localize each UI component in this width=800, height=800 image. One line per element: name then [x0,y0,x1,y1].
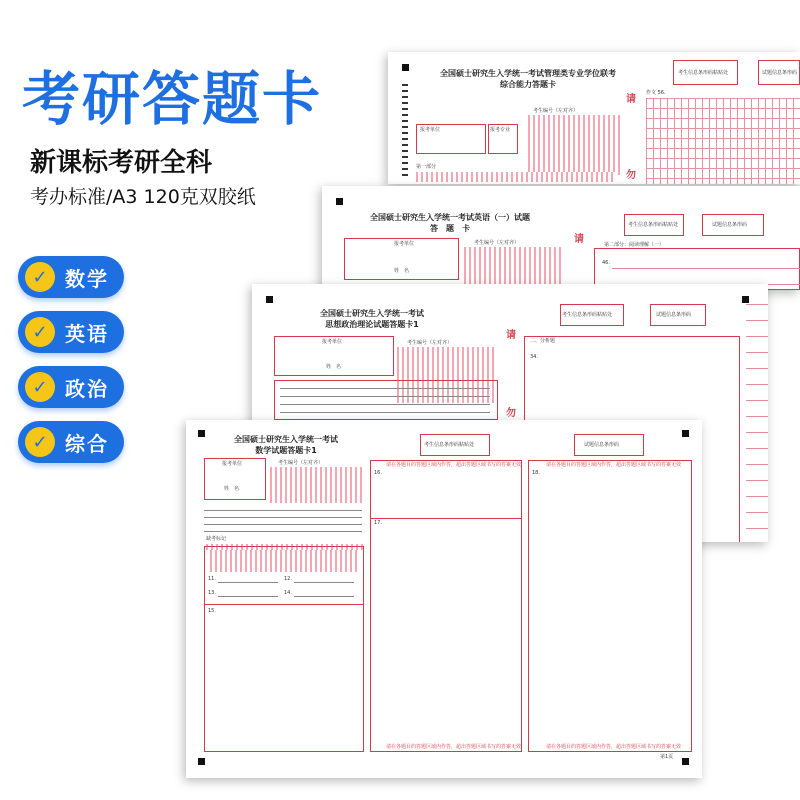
exam-no-label: 考生编号（左对齐） [407,340,453,346]
notice-line [280,396,490,397]
barcode-label: 试题信息条形码 [762,70,798,76]
notice-line [280,388,490,389]
section-divider [370,518,522,519]
exam-unit-label: 报考单位 [222,461,243,467]
red-char: 请 [506,330,516,341]
exam-no-bubbles [464,247,564,287]
page-tag: 第1页 [660,754,674,760]
subject-pill-comprehensive [18,421,124,463]
red-char: 请 [574,234,584,245]
answer-lines [746,304,768,542]
question-number: 14. [284,590,292,596]
registration-mark [336,198,343,205]
question-number: 46. [602,260,610,266]
red-char: 勿 [626,170,636,181]
answer-sheet-management [388,52,800,184]
notice-text: 请在各题目的答题区域内作答，超出答题区域书写的答案无效 [546,462,682,468]
check-icon: ✓ [25,427,55,457]
page-title: 考研答题卡 [22,65,323,133]
subject-pill-english [18,311,124,353]
notice-line [204,510,362,511]
sheet-title: 全国硕士研究生入学统一考试管理类专业学位联考 综合能力答题卡 [440,69,616,89]
subject-label: 数学 [65,266,109,291]
registration-mark [402,64,409,71]
check-icon: ✓ [25,262,55,292]
question-number: 17. [374,520,382,526]
notice-text: 请在各题目的答题区域内作答，超出答题区域书写的答案无效 [386,462,522,468]
choice-bubbles [210,550,358,572]
exam-no-label: 考生编号（左对齐） [474,240,520,246]
subject-pill-politics [18,366,124,408]
notice-line [204,531,362,532]
exam-no-label: 考生编号（左对齐） [533,108,579,114]
answer-box-16 [370,460,522,752]
barcode-label: 考生信息条形码粘贴处 [562,312,613,318]
notice-box [274,380,498,420]
exam-no-bubbles [270,467,362,503]
registration-mark [682,758,689,765]
check-icon: ✓ [25,372,55,402]
registration-mark [266,296,273,303]
exam-unit-label: 报考单位 [420,127,441,133]
exam-no-bubbles [528,115,623,175]
barcode-label: 考生信息条形码粘贴处 [628,222,679,228]
sheet-title: 全国硕士研究生入学统一考试 数学试题答题卡1 [234,435,338,455]
paper-spec: 考办标准/A3 120克双胶纸 [30,186,256,208]
notice-line [204,517,362,518]
sheet-title: 全国硕士研究生入学统一考试 思想政治理论试题答题卡1 [320,309,424,329]
sheet-title: 全国硕士研究生入学统一考试英语（一）试题 答 题 卡 [370,213,530,233]
name-label: 姓 名 [224,486,240,492]
exam-no-label: 考生编号（左对齐） [278,460,324,466]
question-number: 13. [208,590,216,596]
barcode-label: 考生信息条形码粘贴处 [678,70,729,76]
check-icon: ✓ [25,317,55,347]
subject-label: 英语 [65,321,109,346]
subject-pill-math [18,256,124,298]
question-number: 11. [208,576,216,582]
registration-mark [198,758,205,765]
answer-line [294,596,354,597]
registration-mark [682,430,689,437]
name-label: 姓 名 [326,364,342,370]
exam-unit-label: 报考单位 [322,339,343,345]
notice-line [204,524,362,525]
missing-mark-label: 缺考标记 [206,536,227,542]
answer-sheet-math [186,420,702,778]
red-char: 勿 [506,408,516,419]
exam-unit-label: 报考单位 [394,241,415,247]
essay-grid [646,98,800,184]
answer-line [218,582,278,583]
section-label: 二、分析题 [530,338,556,344]
section-label: 第二部分：阅读理解（一） [604,242,665,248]
notice-line [280,412,490,413]
registration-mark [198,430,205,437]
part1-label: 第一部分 [416,164,437,170]
question-number: 18. [532,470,540,476]
choice-bubbles [416,172,616,182]
answer-line [294,582,354,583]
answer-sheet-english [322,186,800,290]
question-number: 34. [530,354,538,360]
essay-question-label: 作文 56. [646,90,666,96]
notice-text: 请在各题目的答题区域内作答，超出答题区域书写的答案无效 [546,744,682,750]
question-number: 12. [284,576,292,582]
subject-label: 政治 [65,376,109,401]
subject-label: 综合 [65,431,109,456]
barcode-label: 考生信息条形码粘贴处 [424,442,475,448]
red-char: 请 [626,94,636,105]
notice-text: 请在各题目的答题区域内作答，超出答题区域书写的答案无效 [386,744,522,750]
notice-line [280,404,490,405]
answer-line [218,596,278,597]
timing-marks [402,84,408,179]
exam-major-label: 报考专业 [490,127,511,133]
registration-mark [742,296,749,303]
answer-box-18 [528,460,692,752]
question-number: 15. [208,608,216,614]
barcode-label: 试题信息条形码 [584,442,620,448]
barcode-label: 试题信息条形码 [712,222,748,228]
question-number: 16. [374,470,382,476]
barcode-label: 试题信息条形码 [656,312,692,318]
name-label: 姓 名 [394,268,410,274]
subtitle: 新课标考研全科 [30,148,213,178]
section-divider [204,604,364,605]
